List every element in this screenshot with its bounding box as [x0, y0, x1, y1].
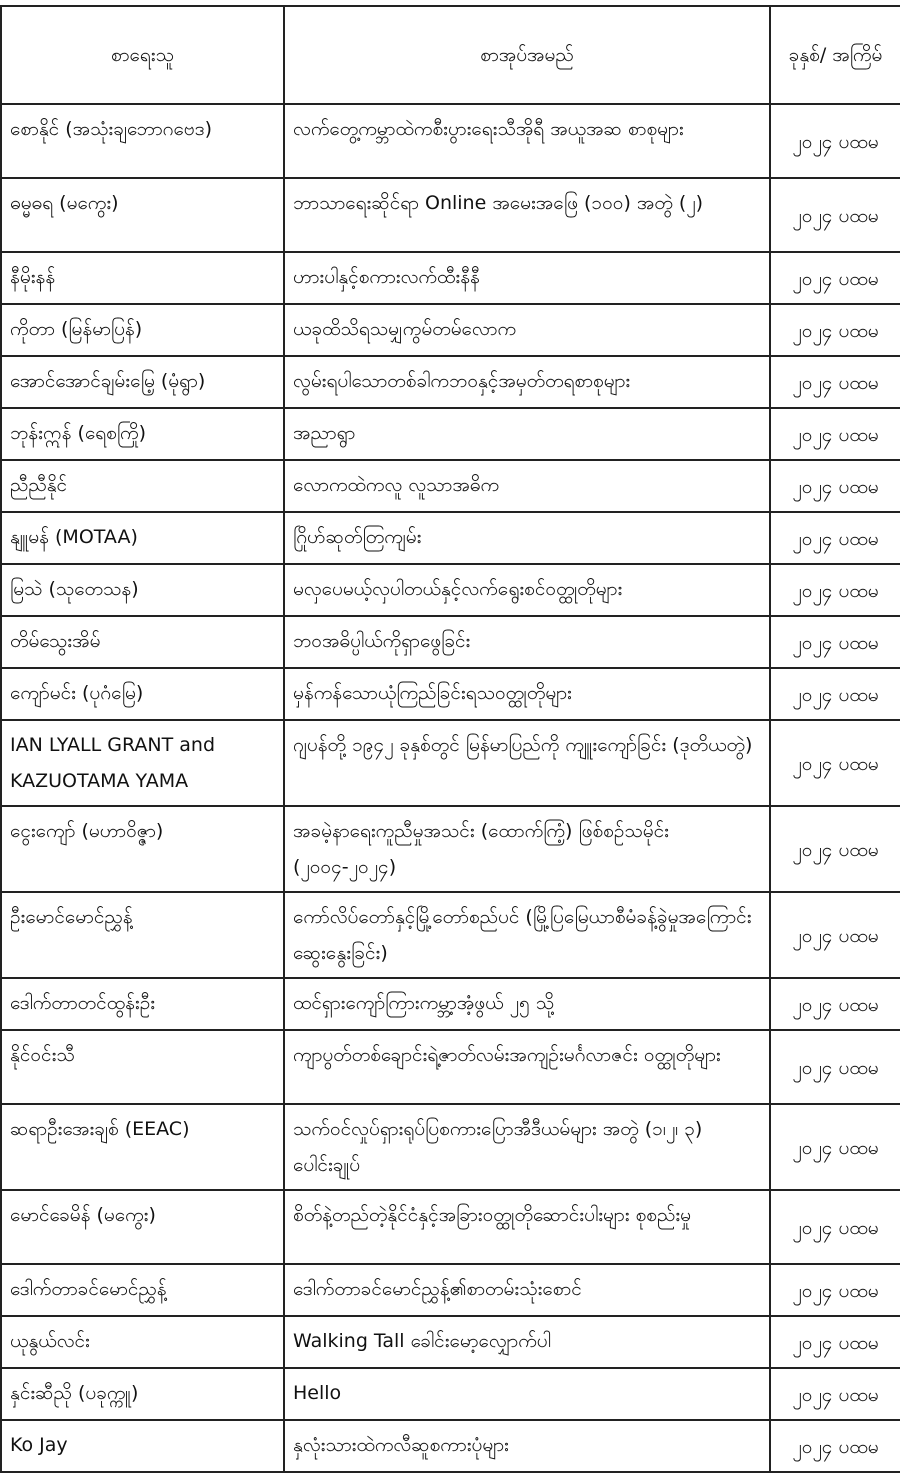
header-year: ခုနှစ်/ အကြိမ် [770, 6, 900, 104]
table-row [1, 460, 900, 512]
year-cell: ၂၀၂၄ ပထမ [770, 1104, 900, 1190]
header-row [1, 6, 900, 104]
author-cell: ဆရာဦးအေးချစ် (EEAC) [1, 1104, 284, 1190]
year-cell: ၂၀၂၄ ပထမ [770, 408, 900, 460]
title-cell: မလှပေမယ့်လှပါတယ်နှင့်လက်ရွေးစင်ဝတ္ထုတိုများ [284, 564, 770, 616]
author-cell: ညီညီနိုင် [1, 460, 284, 512]
year-cell: ၂၀၂၄ ပထမ [770, 178, 900, 252]
table-row [1, 892, 900, 978]
title-cell: Walking Tall ခေါင်းမော့လျှောက်ပါ [284, 1316, 770, 1368]
header-title: စာအုပ်အမည် [284, 6, 770, 104]
table-row [1, 720, 900, 806]
title-cell: ဘဝအဓိပ္ပါယ်ကိုရှာဖွေခြင်း [284, 616, 770, 668]
title-cell: ယခုထိသိရသမျှကွမ်တမ်လောက [284, 304, 770, 356]
author-cell: ဒေါက်တာတင်ထွန်းဦး [1, 978, 284, 1030]
year-cell: ၂၀၂၄ ပထမ [770, 252, 900, 304]
title-cell: သက်ဝင်လှုပ်ရှားရုပ်ပြစကားပြောအီဒီယမ်များ အတွဲ (၁၊၂၊ ၃) ပေါင်းချုပ် [284, 1104, 770, 1190]
year-cell: ၂၀၂၄ ပထမ [770, 104, 900, 178]
table-row [1, 1368, 900, 1420]
author-cell: Ko Jay [1, 1420, 284, 1472]
year-cell: ၂၀၂၄ ပထမ [770, 356, 900, 408]
table-row [1, 978, 900, 1030]
title-cell: အညာရွာ [284, 408, 770, 460]
title-cell: လက်တွေ့ကမ္ဘာထဲကစီးပွားရေးသီအိုရီ အယူအဆ စာစုများ [284, 104, 770, 178]
title-cell: ဂြိုဟ်ဆုတ်တြကျမ်း [284, 512, 770, 564]
author-cell: ဒေါက်တာခင်မောင်ညွှန့် [1, 1264, 284, 1316]
year-cell: ၂၀၂၄ ပထမ [770, 720, 900, 806]
table-row [1, 668, 900, 720]
author-cell: နျူမန် (MOTAA) [1, 512, 284, 564]
title-cell: အခမဲ့နာရေးကူညီမှုအသင်း (ထောက်ကြံ့) ဖြစ်စဉ်သမိုင်း (၂၀၀၄-၂၀၂၄) [284, 806, 770, 892]
author-cell: ကျော်မင်း (ပုဂံမြေ) [1, 668, 284, 720]
title-cell: စိတ်နဲ့တည်တဲ့နိုင်ငံနှင့်အခြားဝတ္ထုတိုဆောင်းပါးများ စုစည်းမှု [284, 1190, 770, 1264]
year-cell: ၂၀၂၄ ပထမ [770, 564, 900, 616]
author-cell: ဦးမောင်မောင်ညွှန့် [1, 892, 284, 978]
title-cell: နှလုံးသားထဲကလီဆူစကားပုံများ [284, 1420, 770, 1472]
table-row [1, 356, 900, 408]
year-cell: ၂၀၂၄ ပထမ [770, 460, 900, 512]
year-cell: ၂၀၂၄ ပထမ [770, 1264, 900, 1316]
author-cell: ကိုတာ (မြန်မာပြန်) [1, 304, 284, 356]
author-cell: နှင်းဆီညို (ပခုက္ကူ) [1, 1368, 284, 1420]
year-cell: ၂၀၂၄ ပထမ [770, 304, 900, 356]
title-cell: ကျာပွတ်တစ်ချောင်းရဲ့ဇာတ်လမ်းအကျဉ်းမင်္ဂလာဇင်း ဝတ္ထုတိုများ [284, 1030, 770, 1104]
author-cell: ဓမ္မဓရ (မကွေး) [1, 178, 284, 252]
table-row [1, 616, 900, 668]
author-cell: မောင်ခေမိန် (မကွေး) [1, 1190, 284, 1264]
author-cell: ယုနွယ်လင်း [1, 1316, 284, 1368]
author-cell: မြသဲ (သုတေသန) [1, 564, 284, 616]
table-row [1, 178, 900, 252]
table-row [1, 1316, 900, 1368]
author-cell: IAN LYALL GRANT and KAZUOTAMA YAMA [1, 720, 284, 806]
title-cell: ဟားပါနှင့်စကားလက်ထီးနီနီ [284, 252, 770, 304]
table-row [1, 1264, 900, 1316]
year-cell: ၂၀၂၄ ပထမ [770, 892, 900, 978]
title-cell: ကော်လိပ်တော်နှင့်မြို့တော်စည်ပင် (မြို့ပြမြေယာစီမံခန့်ခွဲမှုအကြောင်းဆွေးနွေးခြင်း) [284, 892, 770, 978]
title-cell: လောကထဲကလူ လူသာအဓိက [284, 460, 770, 512]
table-row [1, 1104, 900, 1190]
table-row [1, 564, 900, 616]
table-row [1, 806, 900, 892]
year-cell: ၂၀၂၄ ပထမ [770, 1030, 900, 1104]
table-row [1, 512, 900, 564]
author-cell: စောနိုင် (အသုံးချဘောဂဗေဒ) [1, 104, 284, 178]
title-cell: ထင်ရှားကျော်ကြားကမ္ဘာ့အံ့ဖွယ် ၂၅ သို့ [284, 978, 770, 1030]
title-cell: မှန်ကန်သောယုံကြည်ခြင်းရသဝတ္ထုတိုများ [284, 668, 770, 720]
year-cell: ၂၀၂၄ ပထမ [770, 1190, 900, 1264]
author-cell: ဘုန်းဣန် (ရေစကြို) [1, 408, 284, 460]
author-cell: နိုင်ဝင်းသီ [1, 1030, 284, 1104]
author-cell: ငွေးကျော် (မဟာဝိဇ္ဇာ) [1, 806, 284, 892]
table-row [1, 1420, 900, 1472]
book-list-table [0, 5, 900, 1473]
year-cell: ၂၀၂၄ ပထမ [770, 978, 900, 1030]
year-cell: ၂၀၂၄ ပထမ [770, 512, 900, 564]
title-cell: ဒေါက်တာခင်မောင်ညွှန့်၏စာတမ်းသုံးစောင် [284, 1264, 770, 1316]
author-cell: အောင်အောင်ချမ်းမြေ့ (မုံရွာ) [1, 356, 284, 408]
title-cell: ဂျပန်တို့ ၁၉၄၂ ခုနှစ်တွင် မြန်မာပြည်ကို ကျူးကျော်ခြင်း (ဒုတိယတွဲ) [284, 720, 770, 806]
title-cell: ဘာသာရေးဆိုင်ရာ Online အမေးအဖြေ (၁၀၀) အတွဲ (၂) [284, 178, 770, 252]
author-cell: နီမိုးနန် [1, 252, 284, 304]
year-cell: ၂၀၂၄ ပထမ [770, 616, 900, 668]
header-author: စာရေးသူ [1, 6, 284, 104]
year-cell: ၂၀၂၄ ပထမ [770, 806, 900, 892]
title-cell: Hello [284, 1368, 770, 1420]
table-row [1, 1030, 900, 1104]
title-cell: လွမ်းရပါသောတစ်ခါကဘဝနှင့်အမှတ်တရစာစုများ [284, 356, 770, 408]
table-row [1, 1190, 900, 1264]
table-row [1, 252, 900, 304]
table-row [1, 304, 900, 356]
year-cell: ၂၀၂၄ ပထမ [770, 1420, 900, 1472]
year-cell: ၂၀၂၄ ပထမ [770, 1316, 900, 1368]
year-cell: ၂၀၂၄ ပထမ [770, 668, 900, 720]
table-row [1, 104, 900, 178]
table-row [1, 408, 900, 460]
year-cell: ၂၀၂၄ ပထမ [770, 1368, 900, 1420]
author-cell: တိမ်သွေးအိမ် [1, 616, 284, 668]
